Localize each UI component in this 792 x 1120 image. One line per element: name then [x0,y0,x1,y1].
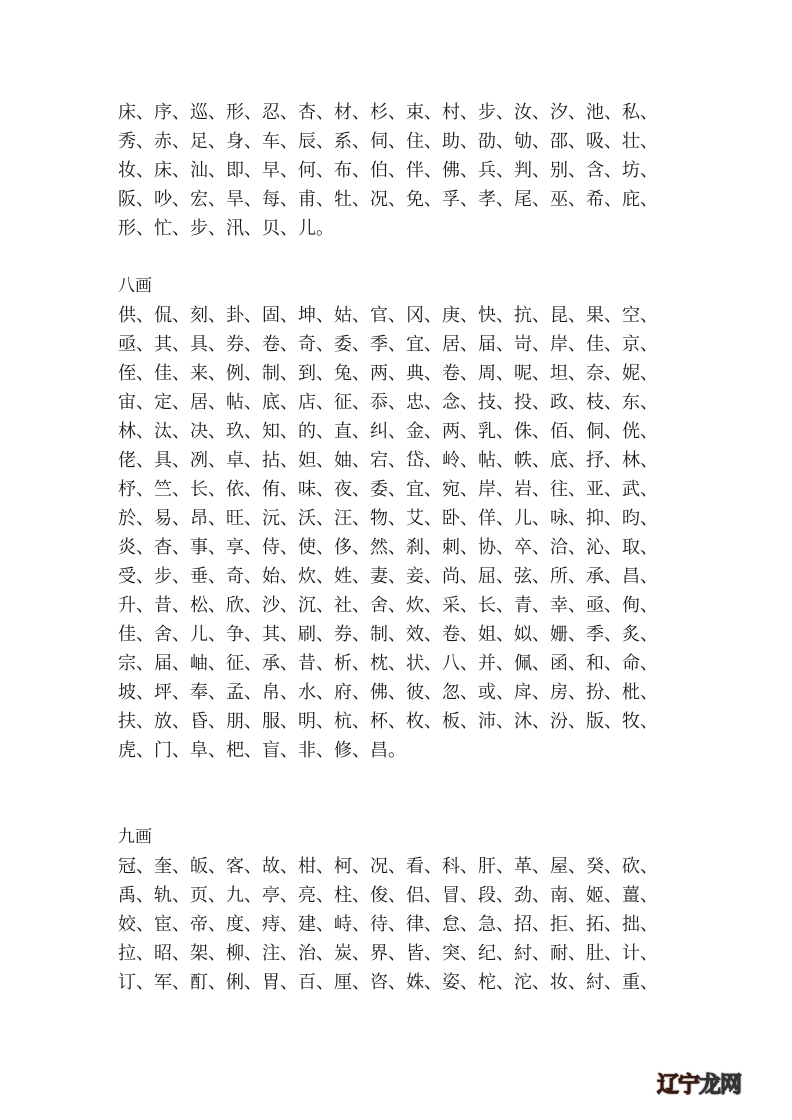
text-line: 炎、杳、事、享、侍、使、侈、然、刹、刺、协、卒、洽、沁、取、 [118,537,658,558]
document-page [118,98,688,997]
section-nine-strokes [118,823,688,997]
text-line: 宙、定、居、帖、底、店、征、忝、忠、念、技、投、政、枝、东、 [118,392,658,413]
text-line: 扶、放、昏、朋、服、明、杭、杯、枚、板、沛、沐、汾、版、牧、 [118,711,658,732]
section-heading: 九画 [118,827,152,847]
text-line: 阪、吵、宏、旱、每、甫、牡、况、免、孚、孝、尾、巫、希、庇、 [118,189,658,210]
text-line: 虎、门、阜、杷、盲、非、修、昌。 [118,740,406,761]
text-line: 禹、轨、页、九、亭、亮、柱、俊、侣、冒、段、劲、南、姬、薑、 [118,885,658,906]
text-line: 床、序、巡、形、忍、杏、材、杉、束、村、步、汝、汐、池、私、 [118,102,658,123]
text-line: 佳、舍、儿、争、其、刷、券、制、效、卷、姐、姒、姗、季、炙、 [118,624,658,645]
spacer [118,765,688,823]
text-line: 林、汰、决、玖、知、的、直、纠、金、两、乳、侏、佰、侗、侊、 [118,421,658,442]
section-eight-strokes [118,272,688,765]
text-line: 坡、坪、奉、孟、帛、水、府、佛、彼、忽、或、戽、房、扮、枇、 [118,682,658,703]
text-line: 佬、具、冽、卓、拈、妲、妯、宕、岱、岭、帖、帙、底、抒、林、 [118,450,658,471]
text-line: 受、步、垂、奇、始、炊、姓、妻、妾、尚、屈、弦、所、承、昌、 [118,566,658,587]
spacer [118,243,688,272]
section-seven-strokes-continued [118,98,688,243]
watermark-logo [657,1073,741,1099]
text-line: 杼、竺、长、依、侑、味、夜、委、宜、宛、岸、岩、往、亚、武、 [118,479,658,500]
text-line: 订、军、酊、俐、胃、百、厘、咨、姝、姿、柁、沱、妆、紂、重、 [118,972,658,993]
text-line: 宗、届、岫、征、承、昔、析、枕、状、八、并、佩、函、和、命、 [118,653,658,674]
watermark-white-text: 龙网 [699,1073,742,1098]
text-line: 冠、奎、皈、客、故、柑、柯、况、看、科、肝、革、屋、癸、砍、 [118,856,658,877]
watermark-red-text: 辽宁 [657,1073,700,1098]
text-line: 拉、昭、架、柳、注、治、炭、界、皆、突、纪、紂、耐、肚、计、 [118,943,658,964]
text-line: 姣、宦、帝、度、痔、建、峙、待、律、怠、急、招、拒、拓、拙、 [118,914,658,935]
text-line: 亟、其、具、券、卷、奇、委、季、宜、居、届、岢、岸、佳、京、 [118,334,658,355]
text-line: 於、易、昂、旺、沅、沃、汪、物、艾、卧、佯、儿、咏、抑、昀、 [118,508,658,529]
text-line: 形、忙、步、汛、贝、儿。 [118,218,334,239]
text-line: 供、侃、刻、卦、固、坤、姑、官、冈、庚、快、抗、昆、果、空、 [118,305,658,326]
section-heading: 八画 [118,276,152,296]
text-line: 秀、赤、足、身、车、辰、系、伺、住、助、劭、劬、邵、吸、壮、 [118,131,658,152]
text-line: 妆、床、汕、即、早、何、布、伯、伴、佛、兵、判、别、含、坊、 [118,160,658,181]
text-line: 侄、佳、来、例、制、到、兔、两、典、卷、周、呢、坦、奈、妮、 [118,363,658,384]
text-line: 升、昔、松、欣、沙、沉、社、舍、炊、采、长、青、幸、亟、侚、 [118,595,658,616]
